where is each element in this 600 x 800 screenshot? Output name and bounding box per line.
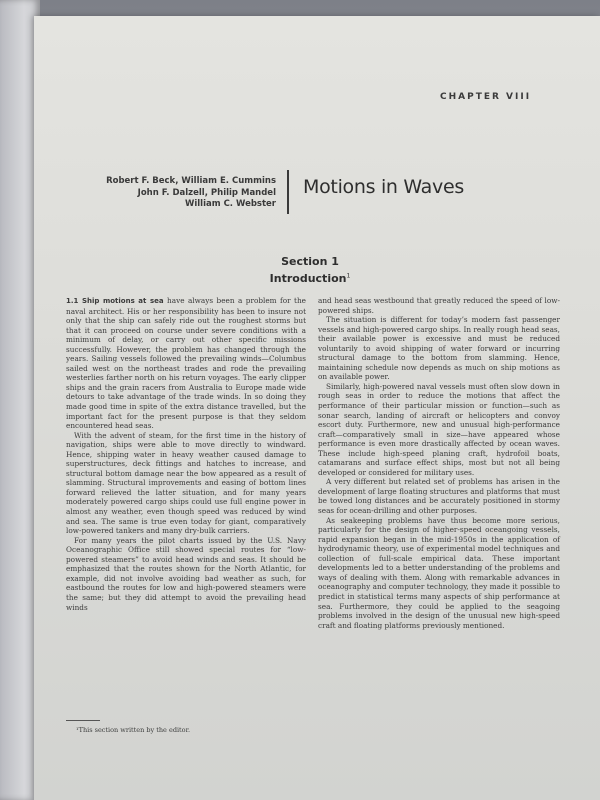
left-column	[66, 296, 306, 612]
right-column	[318, 296, 560, 630]
subsection-heading	[230, 272, 390, 285]
paragraph-text: have always been a problem for the naval architect. His or her responsibility has been to insure not only that the ship can safely ride out the roughest storms but that it can proceed on course under severe conditions with a minimum of delay, or carry out other specific missions successfully. However, the problem has changed through the years. Sailing vessels followed the prevailing winds—Columbus sailed west on the northeast trades and rode the prevailing westerlies farther north on his return voyages. The early clipper ships and the grain racers from Australia to Europe made wide detours to take advantage of the trade winds. In so doing they made good time in spite of the extra distance travelled, but the important fact for the present purpose is that they seldom encountered head seas.	[66, 296, 306, 431]
author-line: William C. Webster	[184, 199, 276, 209]
footnote: ¹This section written by the editor.	[76, 726, 191, 734]
subsection-heading-text: Introduction	[269, 272, 347, 285]
author-line: John F. Dalzell, Philip Mandel	[137, 187, 276, 198]
chapter-label: CHAPTER VIII	[440, 92, 532, 102]
runin-heading: 1.1 Ship motions at sea	[66, 297, 164, 305]
author-line: Robert F. Beck, William E. Cummins	[106, 176, 276, 186]
footnote-rule	[66, 720, 100, 721]
section-heading: Section 1	[281, 255, 339, 268]
paragraph: The situation is different for today’s modern fast passenger vessels and high-powered cargo ships. In really rough head seas, their available power is excessive and must be reduced voluntarily to avoid shipping of water forward or incurring structural damage to the bottom from slamming. Hence, maintaining schedule now depends as much on ship motions as on available power.	[318, 315, 560, 382]
paragraph: Similarly, high-powered naval vessels must often slow down in rough seas in order to reduce the motions that affect the performance of their particular mission or function—such as sonar search, landing of aircraft or helicopters and convoy escort duty. Furthermore, new and unusual high-performance craft—comparatively small in size—have appeared whose performance is even more drastically affected by ocean waves. These include high-speed planing craft, hydrofoil boats, catamarans and surface effect ships, most but not all being developed or considered for military uses.	[318, 381, 560, 477]
footnote-marker: 1	[346, 272, 351, 280]
paragraph: A very different but related set of problems has arisen in the development of large floating structures and platforms that must be towed long distances and be accurately positioned in stormy seas for ocean-drilling and other purposes.	[318, 477, 560, 516]
author-list	[86, 176, 276, 211]
paragraph: As seakeeping problems have thus become more serious, particularly for the design of higher-speed oceangoing vessels, rapid expansion began in the mid-1950s in the application of hydrodynamic theory, use of experimental model techniques and collection of full-scale empirical data. These important developments led to a better understanding of the problems and ways of dealing with them. Along with remarkable advances in oceanography and computer technology, they made it possible to predict in statistical terms many aspects of ship performance at sea. Furthermore, they could be applied to the seagoing problems involved in the design of the unusual new high-speed craft and floating platforms previously mentioned.	[318, 515, 560, 630]
paragraph: and head seas westbound that greatly reduced the speed of low-powered ships.	[318, 296, 560, 315]
paragraph: For many years the pilot charts issued by the U.S. Navy Oceanographic Office still showed special routes for “low-powered steamers” to avoid head winds and seas. It should be emphasized that the routes shown for the North Atlantic, for example, did not involve avoiding bad weather as such, for eastbound the routes for low and high-powered steamers were the same; but they did attempt to avoid the prevailing head winds	[66, 535, 306, 612]
chapter-title: Motions in Waves	[303, 176, 464, 198]
paragraph	[66, 296, 306, 431]
paragraph: With the advent of steam, for the first time in the history of navigation, ships were able to move directly to windward. Hence, shipping water in heavy weather caused damage to superstructures, deck fittings and hatches to increase, and structural bottom damage near the bow appeared as a result of slamming. Structural improvements and easing of bottom lines forward relieved the latter situation, and for many years moderately powered cargo ships could use full engine power in almost any weather, even though speed was reduced by wind and sea. The same is true even today for giant, comparatively low-powered tankers and many dry-bulk carriers.	[66, 430, 306, 536]
title-divider	[287, 170, 289, 214]
